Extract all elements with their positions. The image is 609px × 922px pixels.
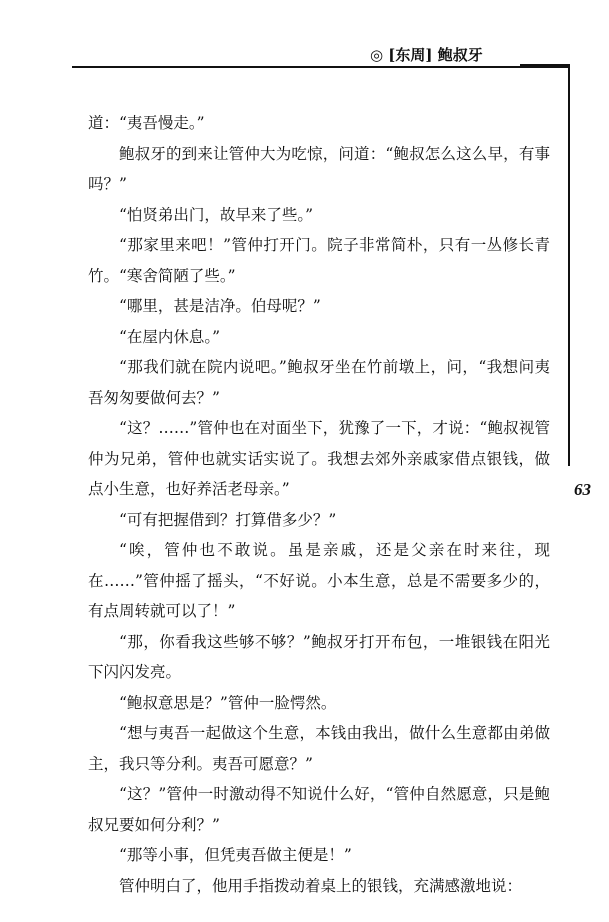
paragraph: “那家里来吧！”管仲打开门。院子非常简朴，只有一丛修长青竹。“寒舍简陋了些。”: [88, 236, 550, 285]
paragraph: “这？”管仲一时激动得不知说什么好，“管仲自然愿意，只是鲍叔兄要如何分利？”: [88, 785, 550, 834]
paragraph: “这？……”管仲也在对面坐下，犹豫了一下，才说：“鲍叔视管仲为兄弟，管仲也就实话实说了。我想去郊外亲戚家借点银钱，做点小生意，也好养活老母亲。”: [88, 419, 550, 498]
body-text: [88, 108, 550, 901]
paragraph: “那我们就在院内说吧。”鲍叔牙坐在竹前墩上，问，“我想问夷吾匆匆要做何去？”: [88, 358, 550, 407]
paragraph: “想与夷吾一起做这个生意，本钱由我出，做什么生意都由弟做主，我只等分利。夷吾可愿意？”: [88, 724, 550, 773]
header-rule: [72, 66, 570, 68]
paragraph: “怕贤弟出门，故早来了些。”: [119, 205, 314, 224]
paragraph: “哪里，甚是洁净。伯母呢？”: [119, 297, 321, 315]
page-number: 63: [574, 480, 591, 499]
paragraph: “在屋内休息。”: [119, 327, 221, 346]
paragraph: 道：“夷吾慢走。”: [88, 114, 205, 132]
header-rule-accent: [520, 64, 570, 68]
paragraph: 鲍叔牙的到来让管仲大为吃惊，问道：“鲍叔怎么这么早，有事吗？”: [88, 144, 550, 193]
paragraph: “唉，管仲也不敢说。虽是亲戚，还是父亲在时来往，现在……”管仲摇了摇头，“不好说。小本生意，总是不需要多少的，有点周转就可以了！”: [88, 541, 550, 620]
side-rule: [568, 68, 570, 466]
running-header: ◎ [东周] 鲍叔牙: [370, 46, 483, 64]
paragraph: “鲍叔意思是？”管仲一脸愕然。: [119, 693, 337, 712]
paragraph: “那等小事，但凭夷吾做主便是！”: [119, 846, 352, 864]
paragraph: “可有把握借到？打算借多少？”: [119, 510, 337, 529]
paragraph: 管仲明白了，他用手指拨动着桌上的银钱，充满感激地说：: [119, 876, 523, 895]
paragraph: “那，你看我这些够不够？”鲍叔牙打开布包，一堆银钱在阳光下闪闪发亮。: [88, 632, 550, 681]
